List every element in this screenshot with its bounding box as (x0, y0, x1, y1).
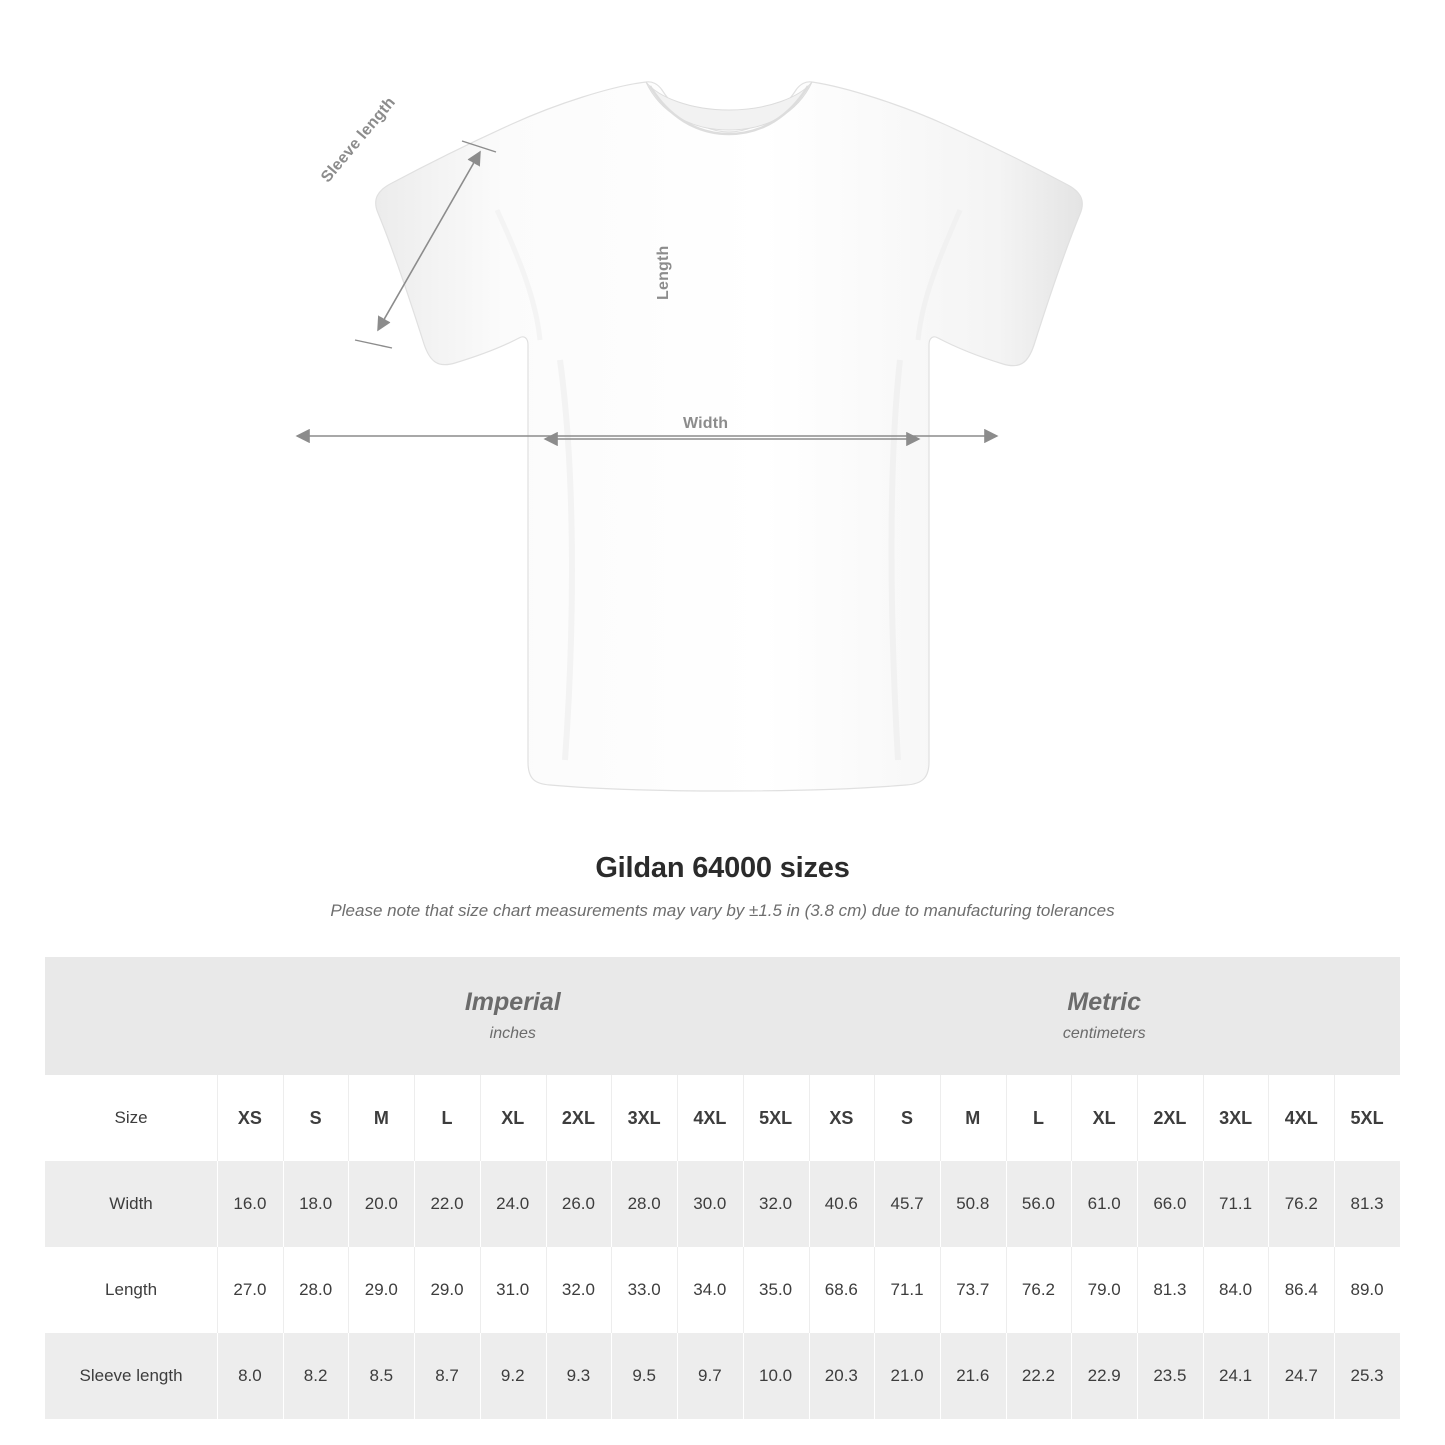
cell-sleeve-metric-3xl: 24.1 (1203, 1333, 1269, 1419)
size-header-row (45, 1075, 1400, 1161)
tolerance-note: Please note that size chart measurements may vary by ±1.5 in (3.8 cm) due to manufacturing tolerances (330, 901, 1115, 920)
unit-metric (809, 957, 1401, 1075)
cell-length-metric-l: 76.2 (1006, 1247, 1072, 1333)
page-title: Gildan 64000 sizes (595, 852, 850, 884)
cell-width-imperial-2xl: 26.0 (546, 1161, 612, 1247)
size-col-imperial-xs: XS (217, 1075, 283, 1161)
cell-width-metric-4xl: 76.2 (1268, 1161, 1334, 1247)
table-row-sleeve-length (45, 1333, 1400, 1419)
cell-width-metric-s: 45.7 (874, 1161, 940, 1247)
cell-sleeve-imperial-xl: 9.2 (480, 1333, 546, 1419)
cell-sleeve-metric-4xl: 24.7 (1268, 1333, 1334, 1419)
cell-width-metric-l: 56.0 (1006, 1161, 1072, 1247)
size-col-imperial-3xl: 3XL (611, 1075, 677, 1161)
size-col-metric-xs: XS (809, 1075, 875, 1161)
cell-sleeve-imperial-3xl: 9.5 (611, 1333, 677, 1419)
cell-sleeve-metric-xs: 20.3 (809, 1333, 875, 1419)
cell-width-imperial-s: 18.0 (283, 1161, 349, 1247)
row-header-size: Size (45, 1075, 217, 1161)
cell-width-imperial-m: 20.0 (348, 1161, 414, 1247)
size-col-imperial-5xl: 5XL (743, 1075, 809, 1161)
row-header-sleeve-length: Sleeve length (45, 1333, 217, 1419)
unit-metric-title: Metric (1067, 988, 1142, 1017)
unit-metric-subtitle: centimeters (1062, 1024, 1146, 1042)
cell-sleeve-metric-xl: 22.9 (1071, 1333, 1137, 1419)
sleeve-length-label: Sleeve length (318, 93, 399, 186)
cell-sleeve-metric-2xl: 23.5 (1137, 1333, 1203, 1419)
cell-sleeve-imperial-m: 8.5 (348, 1333, 414, 1419)
cell-width-imperial-l: 22.0 (414, 1161, 480, 1247)
cell-width-imperial-xs: 16.0 (217, 1161, 283, 1247)
cell-length-metric-4xl: 86.4 (1268, 1247, 1334, 1333)
cell-length-imperial-2xl: 32.0 (546, 1247, 612, 1333)
size-chart-table (45, 957, 1400, 1419)
unit-imperial (217, 957, 808, 1075)
size-col-metric-l: L (1006, 1075, 1072, 1161)
unit-imperial-subtitle: inches (489, 1024, 536, 1042)
cell-sleeve-imperial-2xl: 9.3 (546, 1333, 612, 1419)
length-label: Length (655, 245, 672, 300)
cell-sleeve-imperial-xs: 8.0 (217, 1333, 283, 1419)
cell-width-imperial-5xl: 32.0 (743, 1161, 809, 1247)
cell-length-imperial-xl: 31.0 (480, 1247, 546, 1333)
size-col-metric-s: S (874, 1075, 940, 1161)
cell-sleeve-imperial-4xl: 9.7 (677, 1333, 743, 1419)
size-chart-table-wrapper (45, 957, 1400, 1419)
table-row-width (45, 1161, 1400, 1247)
cell-sleeve-metric-l: 22.2 (1006, 1333, 1072, 1419)
cell-width-metric-xl: 61.0 (1071, 1161, 1137, 1247)
cell-width-imperial-3xl: 28.0 (611, 1161, 677, 1247)
cell-length-metric-xs: 68.6 (809, 1247, 875, 1333)
cell-sleeve-metric-5xl: 25.3 (1334, 1333, 1400, 1419)
size-col-metric-5xl: 5XL (1334, 1075, 1400, 1161)
cell-length-metric-xl: 79.0 (1071, 1247, 1137, 1333)
cell-width-metric-xs: 40.6 (809, 1161, 875, 1247)
cell-length-imperial-m: 29.0 (348, 1247, 414, 1333)
size-col-imperial-l: L (414, 1075, 480, 1161)
row-header-width: Width (45, 1161, 217, 1247)
size-col-imperial-4xl: 4XL (677, 1075, 743, 1161)
cell-length-imperial-3xl: 33.0 (611, 1247, 677, 1333)
cell-width-metric-5xl: 81.3 (1334, 1161, 1400, 1247)
width-label: Width (683, 415, 729, 432)
cell-length-metric-s: 71.1 (874, 1247, 940, 1333)
cell-length-metric-3xl: 84.0 (1203, 1247, 1269, 1333)
cell-width-imperial-xl: 24.0 (480, 1161, 546, 1247)
cell-length-imperial-xs: 27.0 (217, 1247, 283, 1333)
cell-length-imperial-l: 29.0 (414, 1247, 480, 1333)
cell-length-imperial-5xl: 35.0 (743, 1247, 809, 1333)
cell-sleeve-imperial-s: 8.2 (283, 1333, 349, 1419)
size-col-metric-4xl: 4XL (1268, 1075, 1334, 1161)
table-row-length (45, 1247, 1400, 1333)
size-col-imperial-xl: XL (480, 1075, 546, 1161)
unit-header-row (45, 957, 1400, 1075)
size-col-imperial-2xl: 2XL (546, 1075, 612, 1161)
size-col-metric-3xl: 3XL (1203, 1075, 1269, 1161)
cell-length-metric-2xl: 81.3 (1137, 1247, 1203, 1333)
cell-length-imperial-s: 28.0 (283, 1247, 349, 1333)
cell-width-metric-2xl: 66.0 (1137, 1161, 1203, 1247)
cell-width-imperial-4xl: 30.0 (677, 1161, 743, 1247)
cell-width-metric-3xl: 71.1 (1203, 1161, 1269, 1247)
size-col-metric-xl: XL (1071, 1075, 1137, 1161)
cell-sleeve-imperial-l: 8.7 (414, 1333, 480, 1419)
cell-length-imperial-4xl: 34.0 (677, 1247, 743, 1333)
cell-sleeve-metric-s: 21.0 (874, 1333, 940, 1419)
cell-width-metric-m: 50.8 (940, 1161, 1006, 1247)
cell-sleeve-metric-m: 21.6 (940, 1333, 1006, 1419)
size-col-imperial-m: M (348, 1075, 414, 1161)
cell-length-metric-m: 73.7 (940, 1247, 1006, 1333)
size-col-metric-2xl: 2XL (1137, 1075, 1203, 1161)
cell-length-metric-5xl: 89.0 (1334, 1247, 1400, 1333)
unit-imperial-title: Imperial (464, 988, 561, 1017)
unit-spacer (45, 957, 217, 1075)
row-header-length: Length (45, 1247, 217, 1333)
size-col-imperial-s: S (283, 1075, 349, 1161)
size-col-metric-m: M (940, 1075, 1006, 1161)
cell-sleeve-imperial-5xl: 10.0 (743, 1333, 809, 1419)
